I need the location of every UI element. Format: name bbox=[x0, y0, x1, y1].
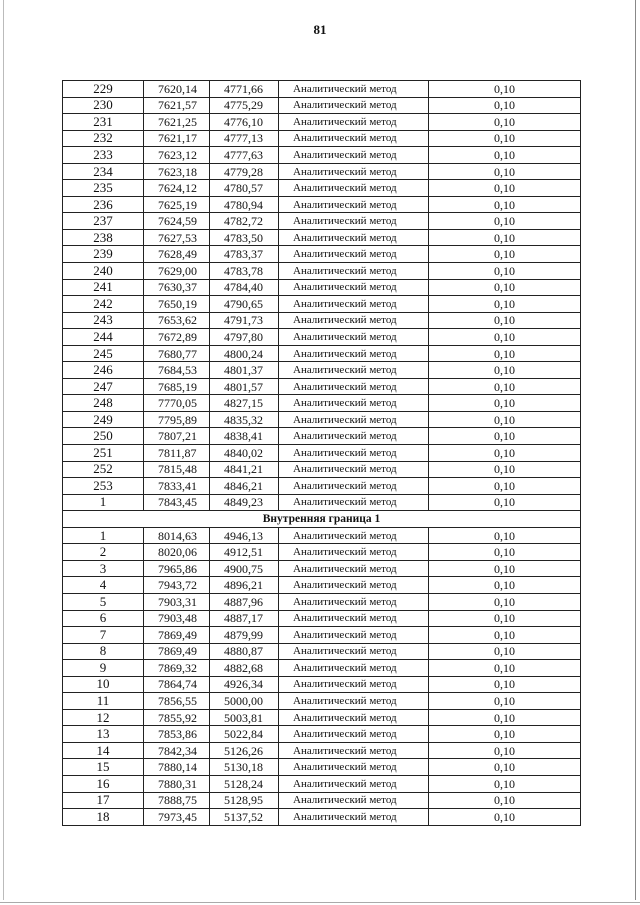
table-body-outer bbox=[63, 81, 581, 511]
accuracy-cell: 0,10 bbox=[429, 693, 581, 710]
point-number-cell: 7 bbox=[63, 627, 144, 644]
x-coordinate-cell: 7855,92 bbox=[144, 709, 210, 726]
y-coordinate-cell: 5128,95 bbox=[210, 792, 279, 809]
point-number-cell: 4 bbox=[63, 577, 144, 594]
accuracy-cell: 0,10 bbox=[429, 329, 581, 346]
table-row bbox=[63, 114, 581, 131]
x-coordinate-cell: 7623,18 bbox=[144, 163, 210, 180]
point-number-cell: 240 bbox=[63, 263, 144, 280]
x-coordinate-cell: 7880,14 bbox=[144, 759, 210, 776]
point-number-cell: 5 bbox=[63, 593, 144, 610]
table-row bbox=[63, 676, 581, 693]
point-number-cell: 251 bbox=[63, 445, 144, 462]
point-number-cell: 14 bbox=[63, 742, 144, 759]
y-coordinate-cell: 4900,75 bbox=[210, 560, 279, 577]
table-row bbox=[63, 709, 581, 726]
method-cell: Аналитический метод bbox=[279, 709, 429, 726]
x-coordinate-cell: 8020,06 bbox=[144, 544, 210, 561]
method-cell: Аналитический метод bbox=[279, 345, 429, 362]
point-number-cell: 245 bbox=[63, 345, 144, 362]
x-coordinate-cell: 7880,31 bbox=[144, 775, 210, 792]
point-number-cell: 18 bbox=[63, 809, 144, 826]
accuracy-cell: 0,10 bbox=[429, 610, 581, 627]
method-cell: Аналитический метод bbox=[279, 560, 429, 577]
y-coordinate-cell: 4887,96 bbox=[210, 593, 279, 610]
accuracy-cell: 0,10 bbox=[429, 709, 581, 726]
accuracy-cell: 0,10 bbox=[429, 759, 581, 776]
y-coordinate-cell: 5137,52 bbox=[210, 809, 279, 826]
accuracy-cell: 0,10 bbox=[429, 593, 581, 610]
point-number-cell: 238 bbox=[63, 229, 144, 246]
x-coordinate-cell: 7943,72 bbox=[144, 577, 210, 594]
x-coordinate-cell: 7903,31 bbox=[144, 593, 210, 610]
x-coordinate-cell: 7973,45 bbox=[144, 809, 210, 826]
table-row bbox=[63, 130, 581, 147]
table-row bbox=[63, 263, 581, 280]
point-number-cell: 249 bbox=[63, 411, 144, 428]
table-row bbox=[63, 759, 581, 776]
x-coordinate-cell: 7650,19 bbox=[144, 296, 210, 313]
x-coordinate-cell: 7629,00 bbox=[144, 263, 210, 280]
x-coordinate-cell: 7621,57 bbox=[144, 97, 210, 114]
method-cell: Аналитический метод bbox=[279, 544, 429, 561]
y-coordinate-cell: 4846,21 bbox=[210, 478, 279, 495]
x-coordinate-cell: 7864,74 bbox=[144, 676, 210, 693]
coordinates-table bbox=[62, 80, 581, 826]
method-cell: Аналитический метод bbox=[279, 494, 429, 511]
table-row bbox=[63, 97, 581, 114]
accuracy-cell: 0,10 bbox=[429, 809, 581, 826]
method-cell: Аналитический метод bbox=[279, 627, 429, 644]
method-cell: Аналитический метод bbox=[279, 527, 429, 544]
accuracy-cell: 0,10 bbox=[429, 395, 581, 412]
table-row bbox=[63, 362, 581, 379]
table-row bbox=[63, 593, 581, 610]
table-row bbox=[63, 627, 581, 644]
point-number-cell: 247 bbox=[63, 378, 144, 395]
method-cell: Аналитический метод bbox=[279, 130, 429, 147]
table-row bbox=[63, 775, 581, 792]
point-number-cell: 236 bbox=[63, 196, 144, 213]
x-coordinate-cell: 7623,12 bbox=[144, 147, 210, 164]
x-coordinate-cell: 7807,21 bbox=[144, 428, 210, 445]
point-number-cell: 242 bbox=[63, 296, 144, 313]
method-cell: Аналитический метод bbox=[279, 378, 429, 395]
accuracy-cell: 0,10 bbox=[429, 196, 581, 213]
y-coordinate-cell: 4771,66 bbox=[210, 81, 279, 98]
accuracy-cell: 0,10 bbox=[429, 296, 581, 313]
x-coordinate-cell: 7833,41 bbox=[144, 478, 210, 495]
method-cell: Аналитический метод bbox=[279, 742, 429, 759]
scan-edge-left bbox=[3, 0, 4, 900]
method-cell: Аналитический метод bbox=[279, 395, 429, 412]
x-coordinate-cell: 7621,25 bbox=[144, 114, 210, 131]
point-number-cell: 241 bbox=[63, 279, 144, 296]
table-row bbox=[63, 693, 581, 710]
y-coordinate-cell: 4849,23 bbox=[210, 494, 279, 511]
point-number-cell: 250 bbox=[63, 428, 144, 445]
method-cell: Аналитический метод bbox=[279, 147, 429, 164]
y-coordinate-cell: 4926,34 bbox=[210, 676, 279, 693]
method-cell: Аналитический метод bbox=[279, 114, 429, 131]
accuracy-cell: 0,10 bbox=[429, 345, 581, 362]
table-row bbox=[63, 527, 581, 544]
y-coordinate-cell: 4797,80 bbox=[210, 329, 279, 346]
y-coordinate-cell: 5126,26 bbox=[210, 742, 279, 759]
y-coordinate-cell: 4784,40 bbox=[210, 279, 279, 296]
accuracy-cell: 0,10 bbox=[429, 130, 581, 147]
y-coordinate-cell: 4879,99 bbox=[210, 627, 279, 644]
method-cell: Аналитический метод bbox=[279, 643, 429, 660]
y-coordinate-cell: 4776,10 bbox=[210, 114, 279, 131]
method-cell: Аналитический метод bbox=[279, 759, 429, 776]
method-cell: Аналитический метод bbox=[279, 411, 429, 428]
point-number-cell: 237 bbox=[63, 213, 144, 230]
table-row bbox=[63, 246, 581, 263]
y-coordinate-cell: 4777,63 bbox=[210, 147, 279, 164]
table-row bbox=[63, 809, 581, 826]
method-cell: Аналитический метод bbox=[279, 577, 429, 594]
y-coordinate-cell: 4779,28 bbox=[210, 163, 279, 180]
x-coordinate-cell: 7627,53 bbox=[144, 229, 210, 246]
x-coordinate-cell: 7653,62 bbox=[144, 312, 210, 329]
method-cell: Аналитический метод bbox=[279, 229, 429, 246]
accuracy-cell: 0,10 bbox=[429, 114, 581, 131]
x-coordinate-cell: 7856,55 bbox=[144, 693, 210, 710]
method-cell: Аналитический метод bbox=[279, 676, 429, 693]
method-cell: Аналитический метод bbox=[279, 180, 429, 197]
method-cell: Аналитический метод bbox=[279, 263, 429, 280]
x-coordinate-cell: 7815,48 bbox=[144, 461, 210, 478]
point-number-cell: 234 bbox=[63, 163, 144, 180]
y-coordinate-cell: 4880,87 bbox=[210, 643, 279, 660]
x-coordinate-cell: 7842,34 bbox=[144, 742, 210, 759]
point-number-cell: 230 bbox=[63, 97, 144, 114]
accuracy-cell: 0,10 bbox=[429, 627, 581, 644]
table-row bbox=[63, 163, 581, 180]
y-coordinate-cell: 4783,37 bbox=[210, 246, 279, 263]
accuracy-cell: 0,10 bbox=[429, 742, 581, 759]
table-row bbox=[63, 180, 581, 197]
y-coordinate-cell: 4780,94 bbox=[210, 196, 279, 213]
y-coordinate-cell: 4777,13 bbox=[210, 130, 279, 147]
accuracy-cell: 0,10 bbox=[429, 544, 581, 561]
point-number-cell: 232 bbox=[63, 130, 144, 147]
accuracy-cell: 0,10 bbox=[429, 643, 581, 660]
x-coordinate-cell: 7965,86 bbox=[144, 560, 210, 577]
table-row bbox=[63, 478, 581, 495]
x-coordinate-cell: 7684,53 bbox=[144, 362, 210, 379]
point-number-cell: 6 bbox=[63, 610, 144, 627]
accuracy-cell: 0,10 bbox=[429, 494, 581, 511]
method-cell: Аналитический метод bbox=[279, 362, 429, 379]
table-row bbox=[63, 610, 581, 627]
method-cell: Аналитический метод bbox=[279, 329, 429, 346]
table-row bbox=[63, 792, 581, 809]
point-number-cell: 1 bbox=[63, 527, 144, 544]
point-number-cell: 231 bbox=[63, 114, 144, 131]
point-number-cell: 9 bbox=[63, 660, 144, 677]
accuracy-cell: 0,10 bbox=[429, 792, 581, 809]
y-coordinate-cell: 5000,00 bbox=[210, 693, 279, 710]
accuracy-cell: 0,10 bbox=[429, 213, 581, 230]
y-coordinate-cell: 5022,84 bbox=[210, 726, 279, 743]
method-cell: Аналитический метод bbox=[279, 163, 429, 180]
y-coordinate-cell: 5128,24 bbox=[210, 775, 279, 792]
method-cell: Аналитический метод bbox=[279, 792, 429, 809]
table-row bbox=[63, 279, 581, 296]
accuracy-cell: 0,10 bbox=[429, 180, 581, 197]
table-row bbox=[63, 742, 581, 759]
point-number-cell: 233 bbox=[63, 147, 144, 164]
y-coordinate-cell: 4946,13 bbox=[210, 527, 279, 544]
x-coordinate-cell: 7630,37 bbox=[144, 279, 210, 296]
scan-edge-right bbox=[635, 0, 636, 900]
point-number-cell: 3 bbox=[63, 560, 144, 577]
x-coordinate-cell: 7853,86 bbox=[144, 726, 210, 743]
x-coordinate-cell: 7903,48 bbox=[144, 610, 210, 627]
accuracy-cell: 0,10 bbox=[429, 445, 581, 462]
y-coordinate-cell: 4882,68 bbox=[210, 660, 279, 677]
x-coordinate-cell: 7795,89 bbox=[144, 411, 210, 428]
method-cell: Аналитический метод bbox=[279, 196, 429, 213]
method-cell: Аналитический метод bbox=[279, 296, 429, 313]
y-coordinate-cell: 4790,65 bbox=[210, 296, 279, 313]
method-cell: Аналитический метод bbox=[279, 246, 429, 263]
method-cell: Аналитический метод bbox=[279, 693, 429, 710]
accuracy-cell: 0,10 bbox=[429, 81, 581, 98]
method-cell: Аналитический метод bbox=[279, 809, 429, 826]
table-row bbox=[63, 196, 581, 213]
y-coordinate-cell: 4840,02 bbox=[210, 445, 279, 462]
table-row bbox=[63, 560, 581, 577]
point-number-cell: 243 bbox=[63, 312, 144, 329]
point-number-cell: 15 bbox=[63, 759, 144, 776]
table-row bbox=[63, 147, 581, 164]
method-cell: Аналитический метод bbox=[279, 279, 429, 296]
method-cell: Аналитический метод bbox=[279, 593, 429, 610]
y-coordinate-cell: 4838,41 bbox=[210, 428, 279, 445]
accuracy-cell: 0,10 bbox=[429, 97, 581, 114]
table-row bbox=[63, 378, 581, 395]
y-coordinate-cell: 4827,15 bbox=[210, 395, 279, 412]
x-coordinate-cell: 7888,75 bbox=[144, 792, 210, 809]
accuracy-cell: 0,10 bbox=[429, 428, 581, 445]
x-coordinate-cell: 8014,63 bbox=[144, 527, 210, 544]
method-cell: Аналитический метод bbox=[279, 445, 429, 462]
accuracy-cell: 0,10 bbox=[429, 660, 581, 677]
point-number-cell: 16 bbox=[63, 775, 144, 792]
accuracy-cell: 0,10 bbox=[429, 411, 581, 428]
table-row bbox=[63, 213, 581, 230]
point-number-cell: 2 bbox=[63, 544, 144, 561]
point-number-cell: 13 bbox=[63, 726, 144, 743]
point-number-cell: 253 bbox=[63, 478, 144, 495]
method-cell: Аналитический метод bbox=[279, 610, 429, 627]
x-coordinate-cell: 7869,49 bbox=[144, 643, 210, 660]
y-coordinate-cell: 5003,81 bbox=[210, 709, 279, 726]
method-cell: Аналитический метод bbox=[279, 97, 429, 114]
x-coordinate-cell: 7625,19 bbox=[144, 196, 210, 213]
accuracy-cell: 0,10 bbox=[429, 163, 581, 180]
y-coordinate-cell: 4912,51 bbox=[210, 544, 279, 561]
y-coordinate-cell: 4782,72 bbox=[210, 213, 279, 230]
method-cell: Аналитический метод bbox=[279, 81, 429, 98]
table-row bbox=[63, 81, 581, 98]
accuracy-cell: 0,10 bbox=[429, 676, 581, 693]
y-coordinate-cell: 4791,73 bbox=[210, 312, 279, 329]
method-cell: Аналитический метод bbox=[279, 428, 429, 445]
point-number-cell: 229 bbox=[63, 81, 144, 98]
method-cell: Аналитический метод bbox=[279, 775, 429, 792]
accuracy-cell: 0,10 bbox=[429, 726, 581, 743]
accuracy-cell: 0,10 bbox=[429, 246, 581, 263]
table-row bbox=[63, 494, 581, 511]
y-coordinate-cell: 4835,32 bbox=[210, 411, 279, 428]
accuracy-cell: 0,10 bbox=[429, 527, 581, 544]
table-row bbox=[63, 329, 581, 346]
x-coordinate-cell: 7869,49 bbox=[144, 627, 210, 644]
table-row bbox=[63, 411, 581, 428]
accuracy-cell: 0,10 bbox=[429, 560, 581, 577]
x-coordinate-cell: 7680,77 bbox=[144, 345, 210, 362]
x-coordinate-cell: 7770,05 bbox=[144, 395, 210, 412]
table-row bbox=[63, 544, 581, 561]
section-label: Внутренняя граница 1 bbox=[63, 511, 581, 528]
x-coordinate-cell: 7628,49 bbox=[144, 246, 210, 263]
point-number-cell: 246 bbox=[63, 362, 144, 379]
y-coordinate-cell: 5130,18 bbox=[210, 759, 279, 776]
x-coordinate-cell: 7672,89 bbox=[144, 329, 210, 346]
accuracy-cell: 0,10 bbox=[429, 461, 581, 478]
method-cell: Аналитический метод bbox=[279, 461, 429, 478]
y-coordinate-cell: 4783,78 bbox=[210, 263, 279, 280]
table-row bbox=[63, 577, 581, 594]
method-cell: Аналитический метод bbox=[279, 726, 429, 743]
table-section bbox=[63, 511, 581, 528]
accuracy-cell: 0,10 bbox=[429, 577, 581, 594]
section-header-row bbox=[63, 511, 581, 528]
x-coordinate-cell: 7685,19 bbox=[144, 378, 210, 395]
table-row bbox=[63, 428, 581, 445]
point-number-cell: 244 bbox=[63, 329, 144, 346]
x-coordinate-cell: 7624,59 bbox=[144, 213, 210, 230]
method-cell: Аналитический метод bbox=[279, 478, 429, 495]
accuracy-cell: 0,10 bbox=[429, 362, 581, 379]
accuracy-cell: 0,10 bbox=[429, 279, 581, 296]
table-row bbox=[63, 395, 581, 412]
page-number: 81 bbox=[313, 22, 327, 37]
point-number-cell: 252 bbox=[63, 461, 144, 478]
x-coordinate-cell: 7869,32 bbox=[144, 660, 210, 677]
table-row bbox=[63, 643, 581, 660]
accuracy-cell: 0,10 bbox=[429, 378, 581, 395]
point-number-cell: 10 bbox=[63, 676, 144, 693]
y-coordinate-cell: 4896,21 bbox=[210, 577, 279, 594]
table-row bbox=[63, 296, 581, 313]
point-number-cell: 17 bbox=[63, 792, 144, 809]
accuracy-cell: 0,10 bbox=[429, 229, 581, 246]
x-coordinate-cell: 7811,87 bbox=[144, 445, 210, 462]
accuracy-cell: 0,10 bbox=[429, 263, 581, 280]
y-coordinate-cell: 4775,29 bbox=[210, 97, 279, 114]
point-number-cell: 8 bbox=[63, 643, 144, 660]
y-coordinate-cell: 4780,57 bbox=[210, 180, 279, 197]
x-coordinate-cell: 7843,45 bbox=[144, 494, 210, 511]
accuracy-cell: 0,10 bbox=[429, 312, 581, 329]
table-row bbox=[63, 345, 581, 362]
method-cell: Аналитический метод bbox=[279, 660, 429, 677]
method-cell: Аналитический метод bbox=[279, 312, 429, 329]
point-number-cell: 235 bbox=[63, 180, 144, 197]
y-coordinate-cell: 4801,57 bbox=[210, 378, 279, 395]
accuracy-cell: 0,10 bbox=[429, 478, 581, 495]
point-number-cell: 239 bbox=[63, 246, 144, 263]
y-coordinate-cell: 4801,37 bbox=[210, 362, 279, 379]
table-row bbox=[63, 229, 581, 246]
scan-edge-bottom bbox=[0, 902, 640, 903]
accuracy-cell: 0,10 bbox=[429, 147, 581, 164]
point-number-cell: 1 bbox=[63, 494, 144, 511]
x-coordinate-cell: 7624,12 bbox=[144, 180, 210, 197]
y-coordinate-cell: 4783,50 bbox=[210, 229, 279, 246]
accuracy-cell: 0,10 bbox=[429, 775, 581, 792]
x-coordinate-cell: 7620,14 bbox=[144, 81, 210, 98]
point-number-cell: 248 bbox=[63, 395, 144, 412]
y-coordinate-cell: 4800,24 bbox=[210, 345, 279, 362]
y-coordinate-cell: 4841,21 bbox=[210, 461, 279, 478]
table-row bbox=[63, 726, 581, 743]
table-row bbox=[63, 461, 581, 478]
method-cell: Аналитический метод bbox=[279, 213, 429, 230]
table-row bbox=[63, 660, 581, 677]
point-number-cell: 12 bbox=[63, 709, 144, 726]
table-body-inner bbox=[63, 527, 581, 825]
x-coordinate-cell: 7621,17 bbox=[144, 130, 210, 147]
table-row bbox=[63, 312, 581, 329]
y-coordinate-cell: 4887,17 bbox=[210, 610, 279, 627]
point-number-cell: 11 bbox=[63, 693, 144, 710]
table-row bbox=[63, 445, 581, 462]
